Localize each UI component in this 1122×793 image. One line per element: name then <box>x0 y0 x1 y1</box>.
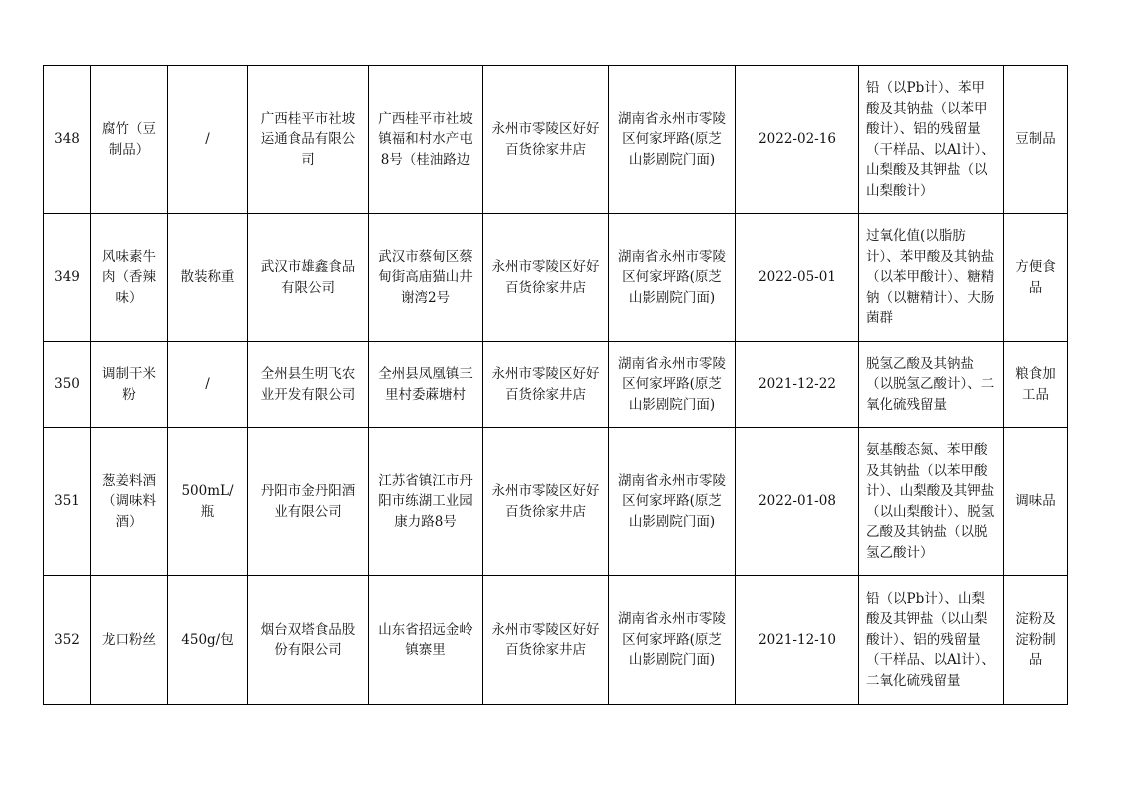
seller-name: 永州市零陵区好好百货徐家井店 <box>483 66 609 214</box>
test-items: 脱氢乙酸及其钠盐（以脱氢乙酸计）、二氧化硫残留量 <box>859 342 1004 428</box>
product-name: 龙口粉丝 <box>91 576 168 705</box>
food-category: 粮食加工品 <box>1004 342 1068 428</box>
product-name: 腐竹（豆制品） <box>91 66 168 214</box>
product-spec: / <box>168 66 248 214</box>
seller-name: 永州市零陵区好好百货徐家井店 <box>483 342 609 428</box>
production-date: 2021-12-22 <box>736 342 859 428</box>
row-number: 352 <box>44 576 91 705</box>
product-spec: / <box>168 342 248 428</box>
table-row <box>44 342 1068 428</box>
production-date: 2022-01-08 <box>736 428 859 576</box>
row-number: 351 <box>44 428 91 576</box>
food-category: 调味品 <box>1004 428 1068 576</box>
food-category: 豆制品 <box>1004 66 1068 214</box>
seller-name: 永州市零陵区好好百货徐家井店 <box>483 428 609 576</box>
product-name: 葱姜料酒（调味料酒） <box>91 428 168 576</box>
test-items: 过氧化值(以脂肪计）、苯甲酸及其钠盐（以苯甲酸计）、糖精钠（以糖精计）、大肠菌群 <box>859 214 1004 342</box>
table-row <box>44 428 1068 576</box>
manufacturer-name: 全州县生明飞农业开发有限公司 <box>248 342 369 428</box>
table-row <box>44 66 1068 214</box>
manufacturer-address: 全州县凤凰镇三里村委蔴塘村 <box>369 342 483 428</box>
food-category: 淀粉及淀粉制品 <box>1004 576 1068 705</box>
seller-address: 湖南省永州市零陵区何家坪路(原芝山影剧院门面) <box>609 576 736 705</box>
manufacturer-name: 广西桂平市社坡运通食品有限公司 <box>248 66 369 214</box>
seller-name: 永州市零陵区好好百货徐家井店 <box>483 576 609 705</box>
seller-name: 永州市零陵区好好百货徐家井店 <box>483 214 609 342</box>
table-row <box>44 214 1068 342</box>
manufacturer-name: 烟台双塔食品股份有限公司 <box>248 576 369 705</box>
seller-address: 湖南省永州市零陵区何家坪路(原芝山影剧院门面) <box>609 428 736 576</box>
test-items: 氨基酸态氮、苯甲酸及其钠盐（以苯甲酸计）、山梨酸及其钾盐（以山梨酸计）、脱氢乙酸及其钠盐（以脱氢乙酸计） <box>859 428 1004 576</box>
product-name: 调制干米粉 <box>91 342 168 428</box>
seller-address: 湖南省永州市零陵区何家坪路(原芝山影剧院门面) <box>609 214 736 342</box>
manufacturer-address: 江苏省镇江市丹阳市练湖工业园康力路8号 <box>369 428 483 576</box>
production-date: 2022-02-16 <box>736 66 859 214</box>
inspection-results-table <box>43 65 1068 705</box>
test-items: 铅（以Pb计）、苯甲酸及其钠盐（以苯甲酸计）、铝的残留量（干样品、以Al计）、山梨酸及其钾盐（以山梨酸计） <box>859 66 1004 214</box>
manufacturer-name: 丹阳市金丹阳酒业有限公司 <box>248 428 369 576</box>
test-items: 铅（以Pb计）、山梨酸及其钾盐（以山梨酸计）、铝的残留量（干样品、以Al计）、二氧化硫残留量 <box>859 576 1004 705</box>
manufacturer-address: 山东省招远金岭镇寨里 <box>369 576 483 705</box>
manufacturer-name: 武汉市雄鑫食品有限公司 <box>248 214 369 342</box>
row-number: 348 <box>44 66 91 214</box>
row-number: 350 <box>44 342 91 428</box>
production-date: 2021-12-10 <box>736 576 859 705</box>
seller-address: 湖南省永州市零陵区何家坪路(原芝山影剧院门面) <box>609 342 736 428</box>
product-spec: 500mL/瓶 <box>168 428 248 576</box>
table-row <box>44 576 1068 705</box>
production-date: 2022-05-01 <box>736 214 859 342</box>
manufacturer-address: 武汉市蔡甸区蔡甸街高庙猫山井谢湾2号 <box>369 214 483 342</box>
product-name: 风味素牛肉（香辣味） <box>91 214 168 342</box>
product-spec: 散装称重 <box>168 214 248 342</box>
manufacturer-address: 广西桂平市社坡镇福和村水产屯8号（桂油路边 <box>369 66 483 214</box>
food-category: 方便食品 <box>1004 214 1068 342</box>
row-number: 349 <box>44 214 91 342</box>
product-spec: 450g/包 <box>168 576 248 705</box>
seller-address: 湖南省永州市零陵区何家坪路(原芝山影剧院门面) <box>609 66 736 214</box>
